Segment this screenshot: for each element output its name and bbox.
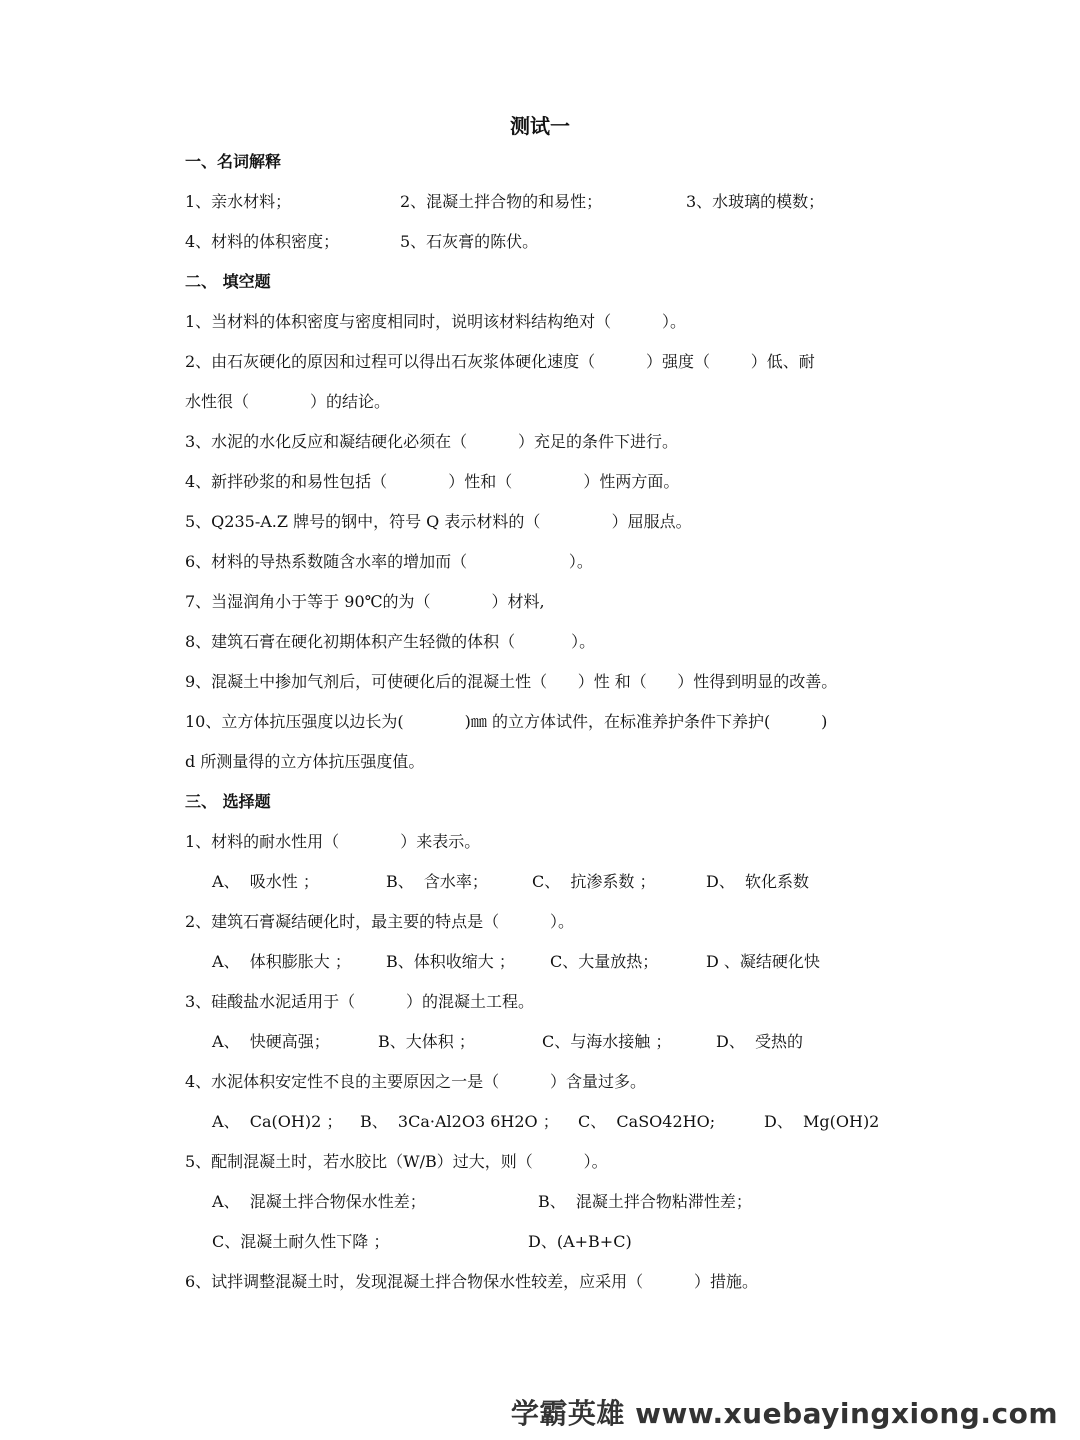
fill-blank-line: 10、立方体抗压强度以边长为( )㎜ 的立方体试件，在标准养护条件下养护( ) [185, 712, 828, 731]
option-d: D、 受热的 [716, 1032, 804, 1051]
question-5: 5、配制混凝土时，若水胶比（W/B）过大，则（ ）。 [185, 1152, 608, 1171]
option-d: D、 软化系数 [706, 872, 810, 891]
fill-blank-line: 3、水泥的水化反应和凝结硬化必须在（ ）充足的条件下进行。 [185, 432, 679, 451]
option-d: D 、凝结硬化快 [706, 952, 820, 971]
footer-watermark: 学霸英雄 www.xuebayingxiong.com [510, 1397, 1058, 1430]
option-a: A、 Ca(OH)2 ； [212, 1112, 343, 1131]
section-heading-fill-blank: 二、 填空题 [185, 272, 271, 291]
option-c: C、与海水接触 ； [542, 1032, 672, 1051]
question-3: 3、硅酸盐水泥适用于（ ）的混凝土工程。 [185, 992, 535, 1011]
option-c: C、 抗渗系数 ； [532, 872, 656, 891]
section-heading-choice: 三、 选择题 [185, 792, 271, 811]
fill-blank-line: 9、混凝土中掺加气剂后，可使硬化后的混凝土性（ ）性 和（ ）性得到明显的改善。 [185, 672, 838, 691]
option-b: B、体积收缩大 ； [386, 952, 515, 971]
term-item: 1、亲水材料； [185, 192, 292, 211]
option-a: A、 快硬高强； [212, 1032, 330, 1051]
section-heading-terms: 一、名词解释 [185, 152, 282, 171]
option-c: C、大量放热； [550, 952, 659, 971]
option-a: A、 混凝土拌合物保水性差； [212, 1192, 426, 1211]
term-item: 2、混凝土拌合物的和易性； [400, 192, 603, 211]
fill-blank-line: 8、建筑石膏在硬化初期体积产生轻微的体积（ ）。 [185, 632, 596, 651]
fill-blank-line: 1、当材料的体积密度与密度相同时，说明该材料结构绝对（ ）。 [185, 312, 687, 331]
option-b: B、 3Ca·Al2O3 6H2O ； [360, 1112, 559, 1131]
option-b: B、 含水率； [386, 872, 488, 891]
question-6: 6、试拌调整混凝土时，发现混凝土拌合物保水性较差，应采用（ ）措施。 [185, 1272, 759, 1291]
page-title: 测试一 [510, 114, 570, 138]
option-b: B、 混凝土拌合物粘滞性差； [538, 1192, 752, 1211]
option-d: D、(A+B+C) [528, 1232, 632, 1251]
question-4: 4、水泥体积安定性不良的主要原因之一是（ ）含量过多。 [185, 1072, 647, 1091]
fill-blank-line: d 所测量得的立方体抗压强度值。 [185, 752, 425, 771]
term-item: 5、石灰膏的陈伏。 [400, 232, 539, 251]
fill-blank-line: 5、Q235-A.Z 牌号的钢中，符号 Q 表示材料的（ ）屈服点。 [185, 512, 692, 531]
fill-blank-line: 7、当湿润角小于等于 90℃的为（ ）材料, [185, 592, 545, 611]
option-a: A、 体积膨胀大 ； [212, 952, 351, 971]
term-item: 3、水玻璃的模数； [686, 192, 825, 211]
option-d: D、 Mg(OH)2 [764, 1112, 880, 1131]
option-b: B、大体积 ； [378, 1032, 475, 1051]
fill-blank-line: 4、新拌砂浆的和易性包括（ ）性和（ ）性两方面。 [185, 472, 680, 491]
fill-blank-line: 2、由石灰硬化的原因和过程可以得出石灰浆体硬化速度（ ）强度（ ）低、耐 [185, 352, 815, 371]
fill-blank-line: 6、材料的导热系数随含水率的增加而（ ）。 [185, 552, 593, 571]
option-a: A、 吸水性 ； [212, 872, 319, 891]
option-c: C、 CaSO42HO; [578, 1112, 716, 1131]
question-1: 1、材料的耐水性用（ ）来表示。 [185, 832, 481, 851]
fill-blank-line: 水性很（ ）的结论。 [185, 392, 391, 411]
term-item: 4、材料的体积密度； [185, 232, 340, 251]
question-2: 2、建筑石膏凝结硬化时，最主要的特点是（ ）。 [185, 912, 575, 931]
option-c: C、混凝土耐久性下降 ； [212, 1232, 390, 1251]
